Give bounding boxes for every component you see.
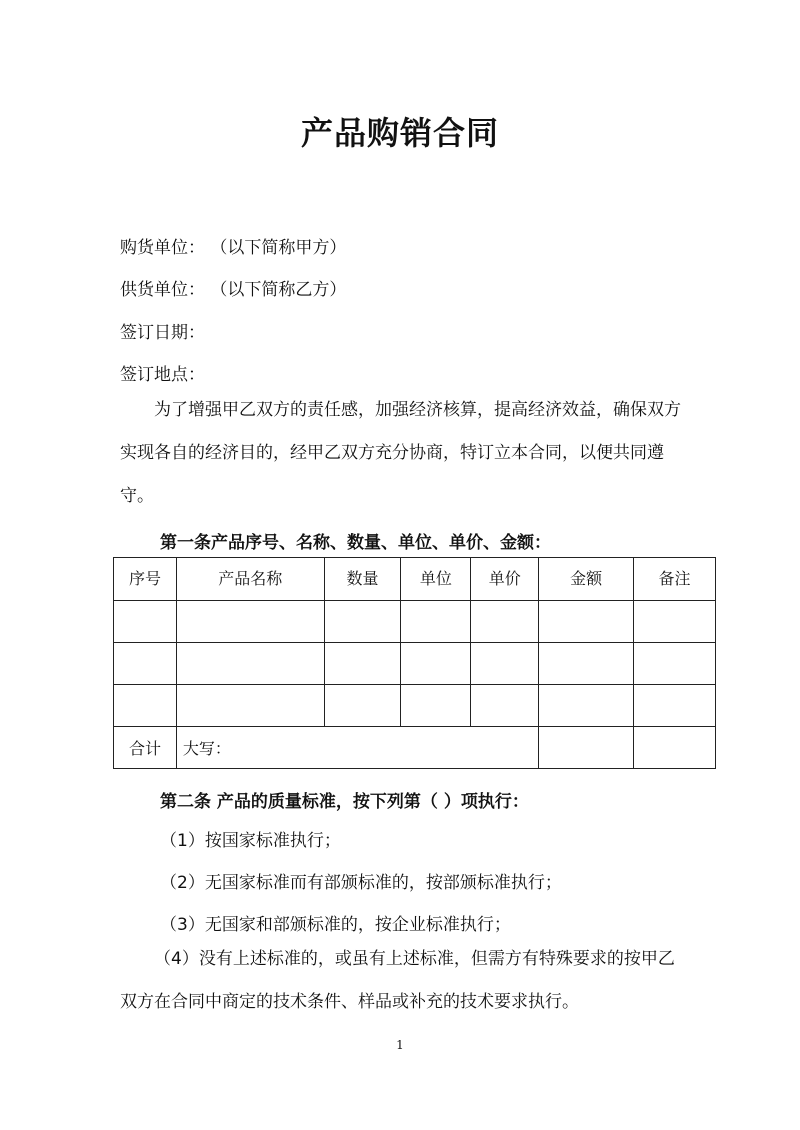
table-cell[interactable] [324,601,401,643]
buyer-line: 购货单位： （以下简称甲方） [120,238,347,258]
header-cell-unit-price: 单价 [471,558,539,601]
intro-paragraph: 为了增强甲乙双方的责任感，加强经济核算，提高经济效益，确保双方实现各自的经济目的，经甲乙双方充分协商，特订立本合同，以便共同遵守。 [120,400,681,506]
table-header-row [114,558,716,601]
table-cell[interactable] [176,643,324,685]
table-cell[interactable] [401,601,471,643]
table-cell[interactable] [634,685,716,727]
header-cell-product-name: 产品名称 [176,558,324,601]
total-remarks-cell[interactable] [634,727,716,769]
table-cell[interactable] [114,685,177,727]
capital-amount-cell[interactable]: 大写： [176,727,538,769]
seller-line: 供货单位： （以下简称乙方） [120,280,347,300]
table-row [114,685,716,727]
header-cell-index: 序号 [114,558,177,601]
page-number: 1 [396,1038,404,1052]
table-cell[interactable] [539,643,634,685]
header-cell-unit: 单位 [401,558,471,601]
table-cell[interactable] [634,601,716,643]
table-cell[interactable] [539,601,634,643]
article2-item-1: （1）按国家标准执行； [160,831,341,851]
table-cell[interactable] [324,643,401,685]
article2-item-2: （2）无国家标准而有部颁标准的，按部颁标准执行； [160,873,562,893]
header-cell-remarks: 备注 [634,558,716,601]
table-cell[interactable] [401,685,471,727]
header-cell-amount: 金额 [539,558,634,601]
table-cell[interactable] [539,685,634,727]
article2-heading: 第二条 产品的质量标准，按下列第（ ）项执行： [160,792,529,812]
table-cell[interactable] [401,643,471,685]
table-cell[interactable] [176,685,324,727]
table-cell[interactable] [176,601,324,643]
table-row [114,643,716,685]
product-table [113,557,716,769]
page-title: 产品购销合同 [300,114,499,152]
article2-item-4-paragraph: （4）没有上述标准的，或虽有上述标准，但需方有特殊要求的按甲乙双方在合同中商定的技术条件、样品或补充的技术要求执行。 [120,949,675,1012]
article1-heading: 第一条产品序号、名称、数量、单位、单价、金额： [160,533,551,553]
total-label-cell: 合计 [114,727,177,769]
table-cell[interactable] [324,685,401,727]
table-cell[interactable] [114,643,177,685]
article2-item-3: （3）无国家和部颁标准的，按企业标准执行； [160,915,511,935]
total-amount-cell[interactable] [539,727,634,769]
table-cell[interactable] [634,643,716,685]
table-cell[interactable] [471,643,539,685]
table-total-row [114,727,716,769]
table-row [114,601,716,643]
table-cell[interactable] [114,601,177,643]
table-cell[interactable] [471,685,539,727]
table-cell[interactable] [471,601,539,643]
date-line: 签订日期： [120,323,205,343]
header-cell-quantity: 数量 [324,558,401,601]
place-line: 签订地点： [120,365,205,385]
